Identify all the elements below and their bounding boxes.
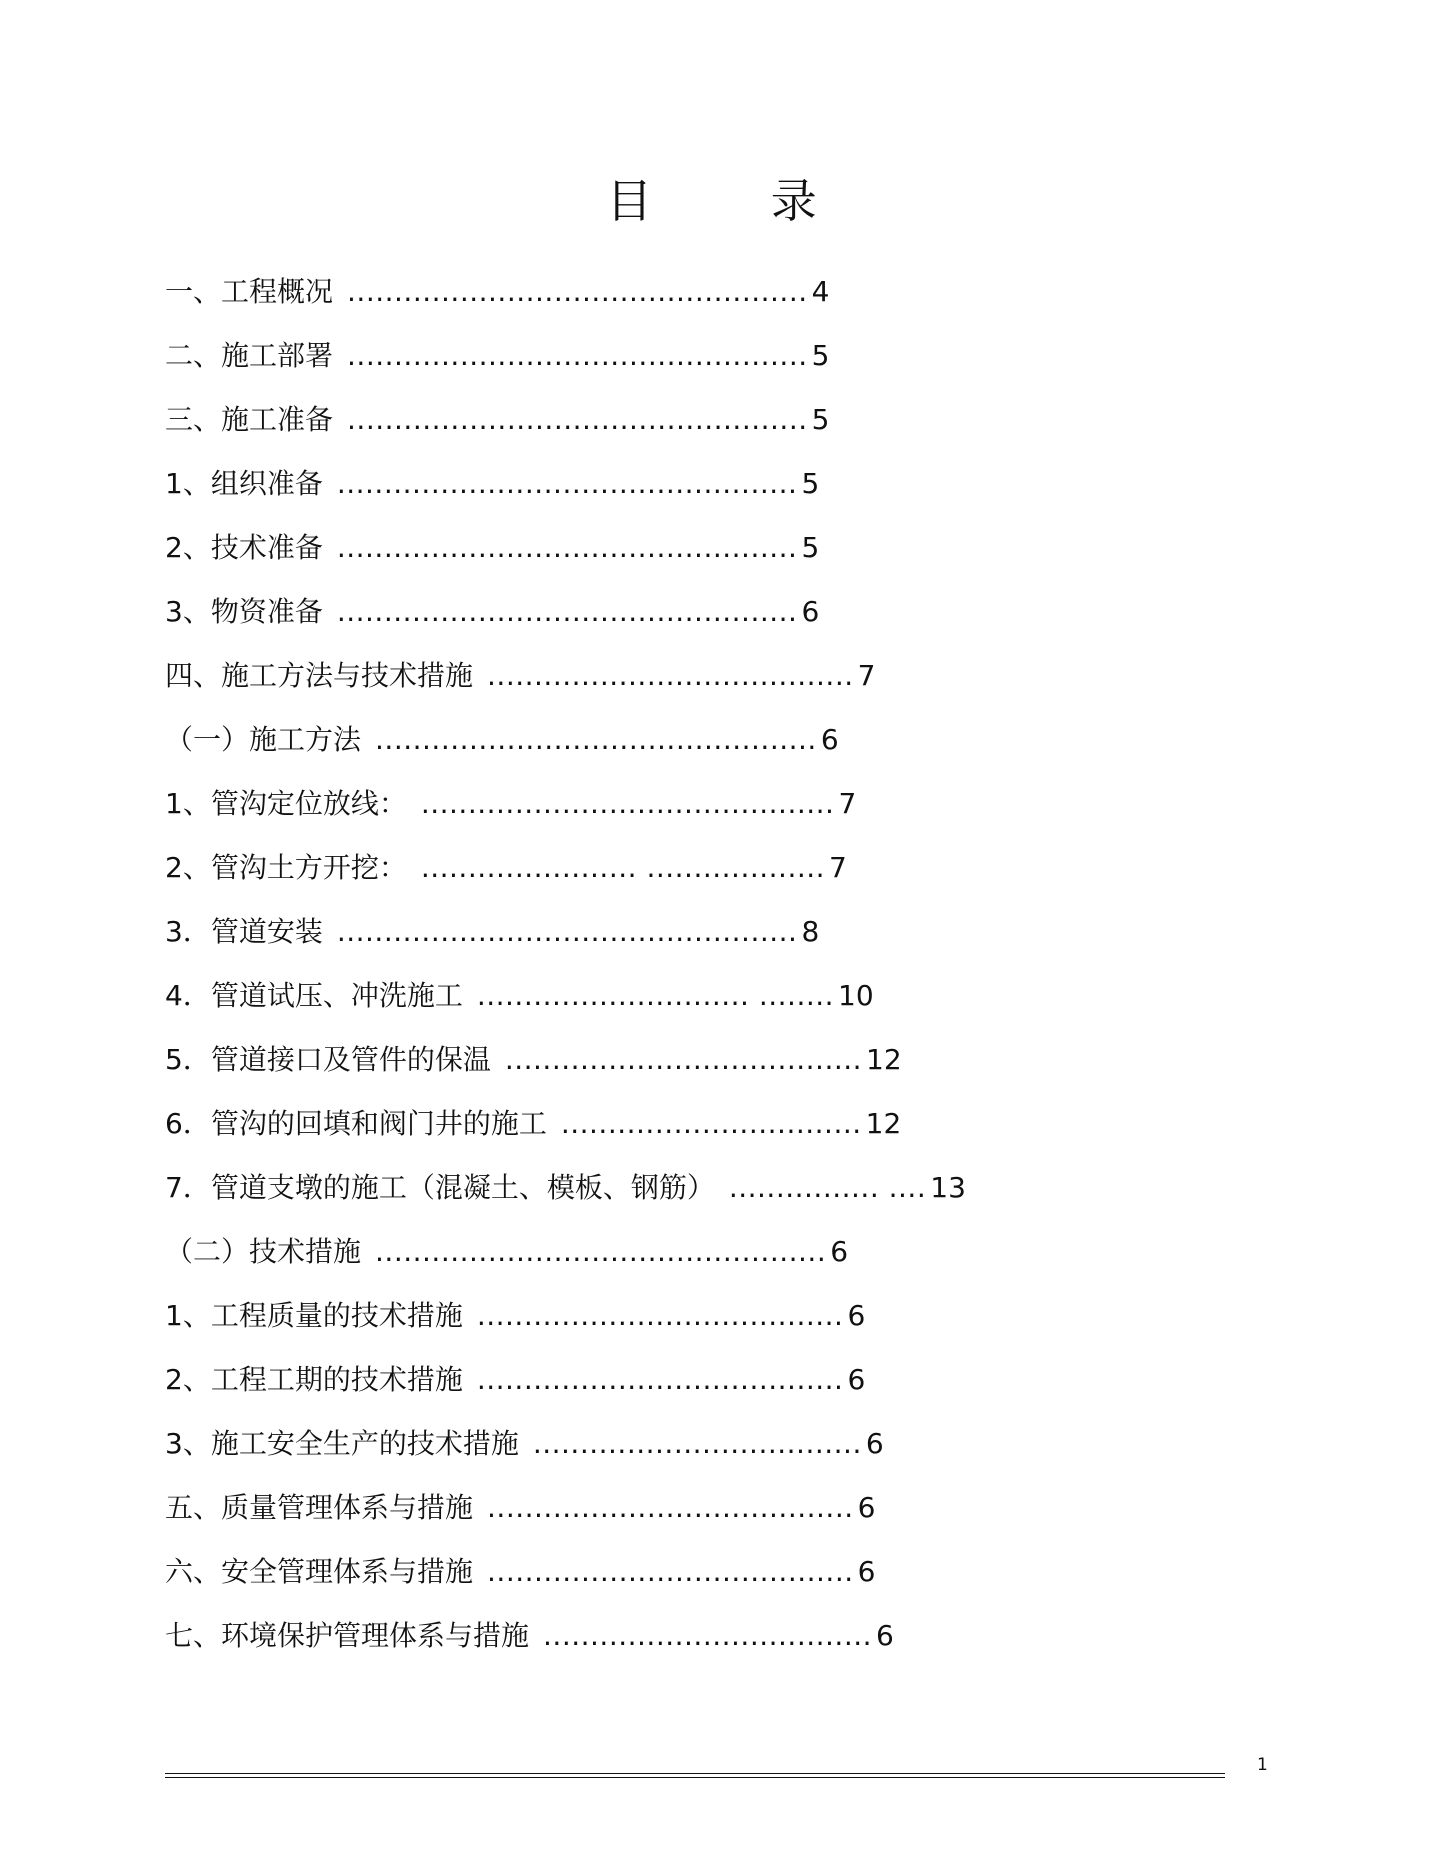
toc-leader-dots: ............................................... bbox=[375, 723, 817, 756]
toc-entry[interactable] bbox=[165, 1552, 875, 1592]
toc-leader-dots: ................................................ bbox=[375, 1235, 827, 1268]
toc-entry[interactable] bbox=[165, 336, 829, 376]
toc-entry[interactable] bbox=[165, 1360, 865, 1400]
toc-page-number: 5 bbox=[801, 467, 820, 500]
toc-entry-label: 1、组织准备 bbox=[165, 467, 323, 500]
toc-page-number: 13 bbox=[930, 1171, 966, 1204]
toc-leader-dots: ....................................... bbox=[487, 1555, 854, 1588]
toc-page-number: 6 bbox=[857, 1555, 876, 1588]
toc-page-number: 6 bbox=[857, 1491, 876, 1524]
toc-entry-label: 3．管道安装 bbox=[165, 915, 323, 948]
toc-entry-label: 2、技术准备 bbox=[165, 531, 323, 564]
toc-leader-dots: ................................................. bbox=[336, 595, 798, 628]
toc-entry[interactable] bbox=[165, 1296, 865, 1336]
toc-entry-label: 3、物资准备 bbox=[165, 595, 323, 628]
toc-entry[interactable] bbox=[165, 848, 847, 888]
toc-page-number: 8 bbox=[801, 915, 820, 948]
toc-entry[interactable] bbox=[165, 400, 829, 440]
toc-entry-label: （二）技术措施 bbox=[165, 1235, 362, 1268]
toc-entry-label: 6．管沟的回填和阀门井的施工 bbox=[165, 1107, 547, 1140]
toc-entry-label: 六、安全管理体系与措施 bbox=[165, 1555, 474, 1588]
toc-entry[interactable] bbox=[165, 1168, 966, 1208]
toc-entry-label: 1、工程质量的技术措施 bbox=[165, 1299, 463, 1332]
toc-entry[interactable] bbox=[165, 464, 819, 504]
toc-entry[interactable] bbox=[165, 1040, 902, 1080]
toc-entry[interactable] bbox=[165, 784, 856, 824]
toc-page-number: 6 bbox=[801, 595, 820, 628]
toc-entry-label: 七、环境保护管理体系与措施 bbox=[165, 1619, 530, 1652]
toc-entry[interactable] bbox=[165, 1424, 884, 1464]
toc-entry-label: 2、管沟土方开挖： bbox=[165, 851, 407, 884]
toc-entry-label: 五、质量管理体系与措施 bbox=[165, 1491, 474, 1524]
toc-page-number: 6 bbox=[847, 1299, 866, 1332]
toc-page-number: 10 bbox=[838, 979, 874, 1012]
toc-leader-dots: ................................... bbox=[532, 1427, 862, 1460]
toc-entry[interactable] bbox=[165, 272, 829, 312]
toc-page-number: 5 bbox=[801, 531, 820, 564]
toc-entry-label: 5．管道接口及管件的保温 bbox=[165, 1043, 491, 1076]
toc-entry-label: 一、工程概况 bbox=[165, 275, 334, 308]
page-title: 目 录 bbox=[606, 174, 869, 228]
toc-leader-dots: ................ .... bbox=[728, 1171, 927, 1204]
toc-entry[interactable] bbox=[165, 1104, 901, 1144]
toc-page-number: 5 bbox=[811, 339, 830, 372]
toc-page-number: 7 bbox=[829, 851, 847, 884]
toc-leader-dots: ................................ bbox=[560, 1107, 862, 1140]
toc-entry-label: 2、工程工期的技术措施 bbox=[165, 1363, 463, 1396]
toc-entry-label: 四、施工方法与技术措施 bbox=[165, 659, 474, 692]
toc-leader-dots: ............................................ bbox=[420, 787, 835, 820]
toc-page-number: 6 bbox=[830, 1235, 849, 1268]
toc-leader-dots: ....................... ................... bbox=[420, 851, 826, 884]
toc-entry-label: 二、施工部署 bbox=[165, 339, 334, 372]
toc-leader-dots: ................................................. bbox=[336, 467, 798, 500]
toc-entry[interactable] bbox=[165, 912, 819, 952]
toc-leader-dots: ............................. ........ bbox=[476, 979, 835, 1012]
toc-entry-label: 3、施工安全生产的技术措施 bbox=[165, 1427, 519, 1460]
toc-entry[interactable] bbox=[165, 1488, 875, 1528]
footer-divider bbox=[165, 1773, 1225, 1778]
toc-page-number: 6 bbox=[876, 1619, 894, 1652]
toc-leader-dots: ................................................. bbox=[347, 403, 808, 436]
toc-leader-dots: ................................................. bbox=[347, 275, 808, 308]
toc-page-number: 5 bbox=[811, 403, 830, 436]
toc-leader-dots: ................................... bbox=[543, 1619, 873, 1652]
toc-leader-dots: ....................................... bbox=[476, 1299, 844, 1332]
toc-entry-label: 三、施工准备 bbox=[165, 403, 334, 436]
page-number: 1 bbox=[1257, 1755, 1268, 1775]
toc-entry[interactable] bbox=[165, 656, 875, 696]
toc-entry-label: 7．管道支墩的施工（混凝土、模板、钢筋） bbox=[165, 1171, 715, 1204]
toc-page-number: 6 bbox=[847, 1363, 866, 1396]
toc-entry-label: 4．管道试压、冲洗施工 bbox=[165, 979, 463, 1012]
toc-leader-dots: ................................................. bbox=[336, 531, 798, 564]
toc-leader-dots: ....................................... bbox=[487, 659, 854, 692]
toc-entry[interactable] bbox=[165, 976, 874, 1016]
toc-page-number: 7 bbox=[857, 659, 876, 692]
toc-entry[interactable] bbox=[165, 592, 819, 632]
toc-entry[interactable] bbox=[165, 720, 839, 760]
toc-leader-dots: ...................................... bbox=[504, 1043, 863, 1076]
toc-page-number: 4 bbox=[811, 275, 830, 308]
toc-entry-label: 1、管沟定位放线： bbox=[165, 787, 407, 820]
toc-entry[interactable] bbox=[165, 528, 819, 568]
toc-page-number: 6 bbox=[820, 723, 839, 756]
toc-leader-dots: ................................................. bbox=[336, 915, 798, 948]
toc-page-number: 7 bbox=[838, 787, 857, 820]
toc-leader-dots: ....................................... bbox=[487, 1491, 854, 1524]
toc-leader-dots: ....................................... bbox=[476, 1363, 844, 1396]
toc-page-number: 12 bbox=[866, 1043, 902, 1076]
toc-page-number: 12 bbox=[865, 1107, 902, 1140]
toc-entry-label: （一）施工方法 bbox=[165, 723, 362, 756]
toc-page-number: 6 bbox=[865, 1427, 884, 1460]
toc-entry[interactable] bbox=[165, 1232, 848, 1272]
toc-entry[interactable] bbox=[165, 1616, 894, 1656]
toc-leader-dots: ................................................. bbox=[347, 339, 808, 372]
